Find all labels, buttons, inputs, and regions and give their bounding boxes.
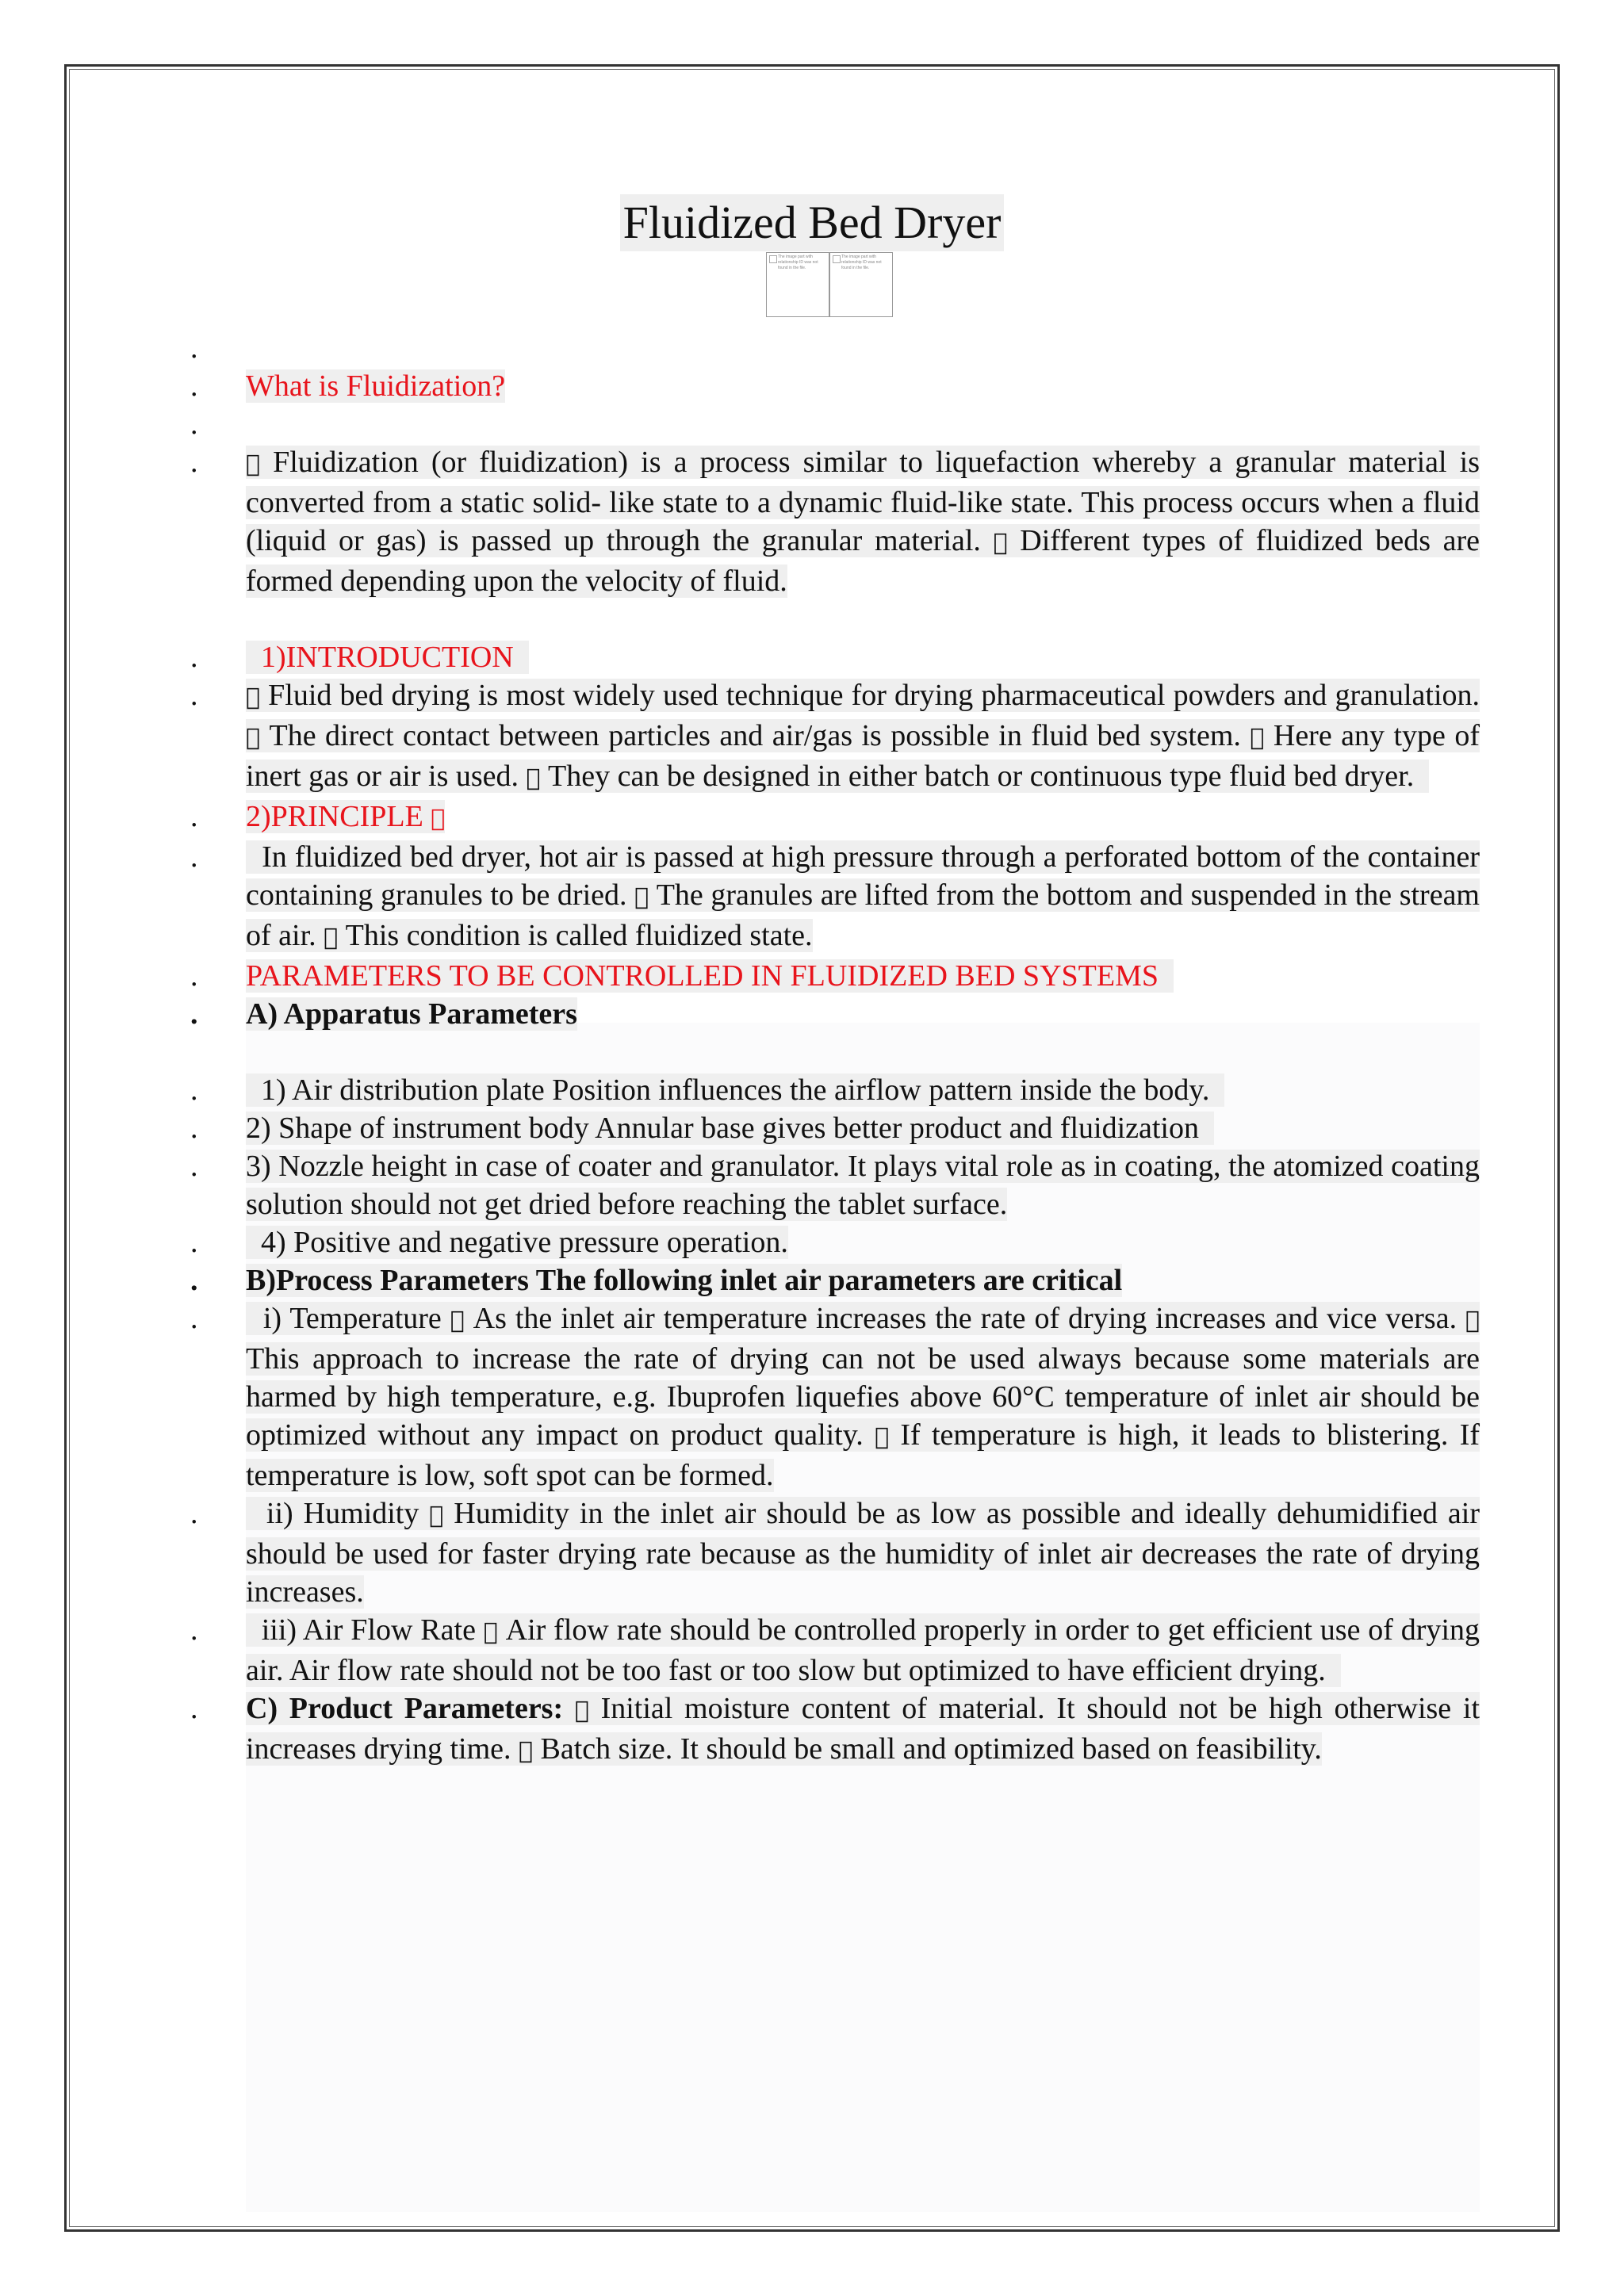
heading-introduction: . 1)INTRODUCTION: [246, 638, 1480, 676]
bullet-symbol-icon: [1465, 1307, 1480, 1334]
empty-line: .: [190, 408, 198, 441]
broken-image-caption: The image part with relationship ID was not found in the file.: [841, 254, 882, 270]
broken-image-right: [829, 252, 893, 317]
bullet-symbol-icon: [1250, 724, 1264, 752]
bullet-symbol-icon: [575, 1697, 589, 1724]
bullet-symbol-icon: [450, 1307, 465, 1334]
process-air-flow-rate: . iii) Air Flow Rate Air flow rate should be controlled properly in order to get efficient use of drying air. Air flow rate should not be too fast or too slow but optimized to have efficient drying.: [190, 1613, 1480, 1687]
broken-image-icon: [833, 255, 841, 263]
broken-image-icon: [769, 255, 777, 263]
apparatus-item-4: . 4) Positive and negative pressure operation.: [190, 1226, 788, 1259]
heading-process-parameters: . B)Process Parameters The following inlet air parameters are critical: [190, 1264, 1123, 1297]
broken-image-left: [766, 252, 829, 317]
paragraph-principle: . In fluidized bed dryer, hot air is passed at high pressure through a perforated bottom of the container containing granules to be dried. The granules are lifted from the bottom and suspended in the stream of air. This condition is called fluidized state.: [190, 840, 1480, 952]
product-parameters: . C) Product Parameters: Initial moisture content of material. It should not be high otherwise it increases drying time. Batch size. It should be small and optimized based on feasibility.: [190, 1692, 1480, 1766]
process-humidity: . ii) Humidity Humidity in the inlet air should be as low as possible and ideally dehumidified air should be used for faster drying rate because as the humidity of inlet air decreases the rate of drying increases.: [190, 1497, 1480, 1609]
bullet-symbol-icon: [429, 1502, 443, 1529]
heading-parameters: . PARAMETERS TO BE CONTROLLED IN FLUIDIZED BED SYSTEMS: [246, 957, 1480, 995]
bullet-symbol-icon: [527, 764, 541, 792]
bullet-symbol-icon: [519, 1737, 533, 1765]
bullet-symbol-icon: [246, 450, 260, 478]
bullet-symbol-icon: [994, 529, 1008, 557]
bullet-symbol-icon: [246, 724, 260, 752]
empty-line: .: [190, 331, 198, 365]
heading-principle: . 2)PRINCIPLE: [246, 798, 1480, 838]
apparatus-item-1: . 1) Air distribution plate Position influences the airflow pattern inside the body.: [246, 1071, 1480, 1109]
apparatus-item-2: . 2) Shape of instrument body Annular base gives better product and fluidization: [246, 1109, 1480, 1147]
bullet-symbol-icon: [484, 1618, 498, 1646]
process-temperature: . i) Temperature As the inlet air temperature increases the rate of drying increases and vice versa. This approach to increase the rate of drying can not be used always because some materials are harmed by high temperature, e.g. Ibuprofen liquefies above 60°C temperature of inlet air should be optimized without any impact on product quality. If temperature is high, it leads to blistering. If temperature is low, soft spot can be formed.: [190, 1302, 1480, 1492]
heading-what-is-fluidization: . What is Fluidization?: [190, 369, 506, 403]
title-container: [0, 194, 1624, 251]
document-title: Fluidized Bed Dryer: [620, 194, 1005, 251]
bullet-symbol-icon: [246, 683, 260, 711]
paragraph-fluidization: . Fluidization (or fluidization) is a process similar to liquefaction whereby a granular material is converted from a static solid- like state to a dynamic fluid-like state. This process occurs when a fluid (liquid or gas) is passed up through the granular material. Different types of fluidized beds are formed depending upon the velocity of fluid.: [190, 446, 1480, 598]
heading-apparatus-parameters: . A) Apparatus Parameters: [190, 997, 577, 1031]
bullet-symbol-icon: [324, 924, 338, 951]
bullet-symbol-icon: [431, 805, 445, 832]
bullet-symbol-icon: [875, 1423, 889, 1451]
bullet-symbol-icon: [634, 883, 649, 911]
apparatus-item-3: . 3) Nozzle height in case of coater and granulator. It plays vital role as in coating, the atomized coating solution should not get dried before reaching the tablet surface.: [190, 1150, 1480, 1221]
paragraph-introduction: . Fluid bed drying is most widely used technique for drying pharmaceutical powders and granulation. The direct contact between particles and air/gas is possible in fluid bed system. Here any type of inert gas or air is used. They can be designed in either batch or continuous type fluid bed dryer.: [190, 679, 1480, 793]
document-body: [190, 329, 1480, 1770]
broken-image-caption: The image part with relationship ID was not found in the file.: [778, 254, 818, 270]
